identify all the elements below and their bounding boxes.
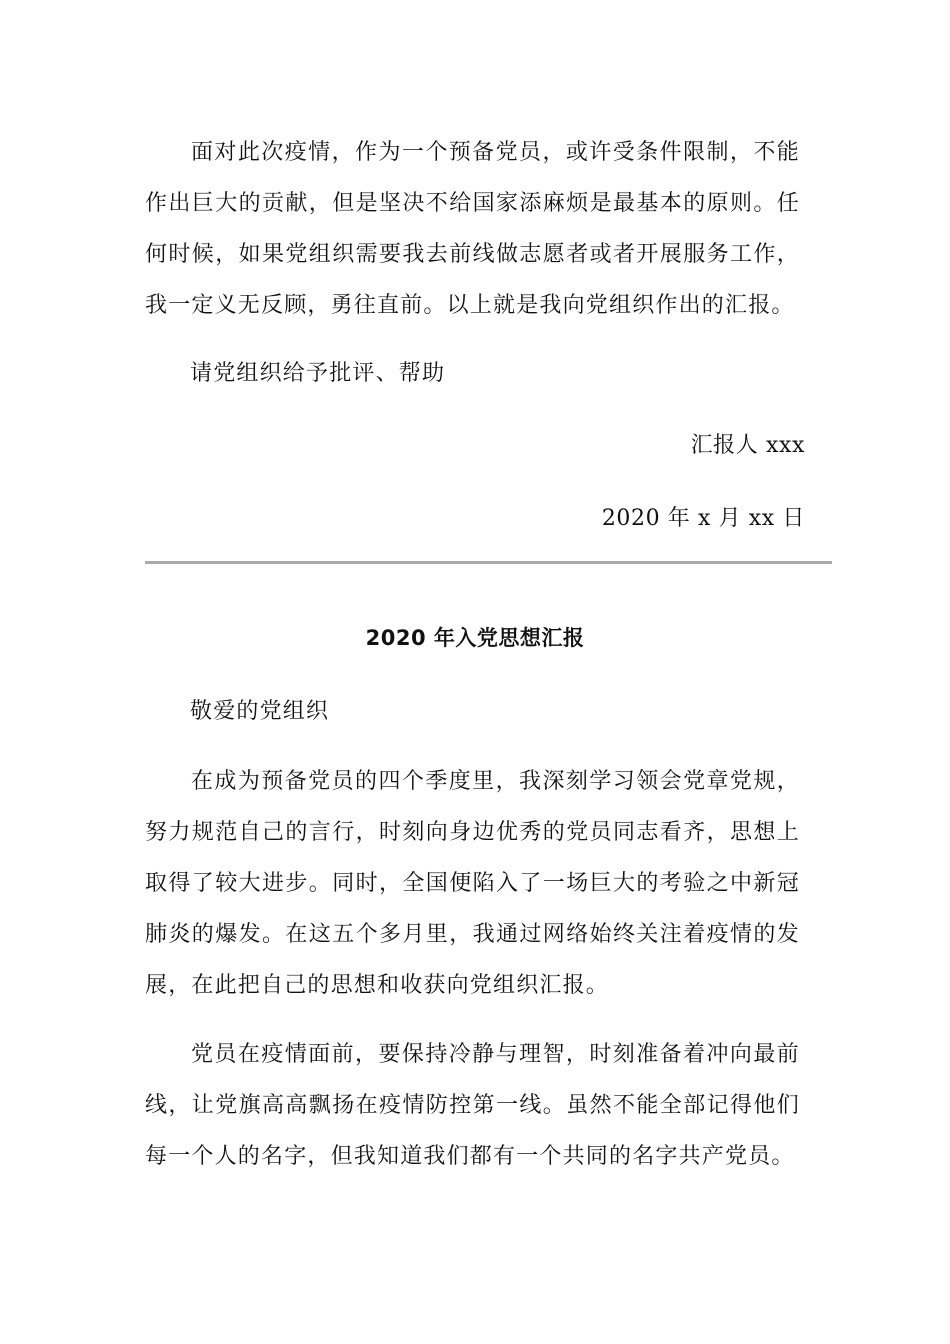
page-title: 2020 年入党思想汇报 bbox=[365, 626, 585, 650]
section1-signature: 汇报人 xxx bbox=[690, 433, 805, 458]
section2-paragraph-2: 党员在疫情面前，要保持冷静与理智，时刻准备着冲向最前线，让党旗高高飘扬在疫情防控第一线。虽然不能全部记得他们每一个人的名字，但我知道我们都有一个共同的名字共产党员。 bbox=[145, 1042, 800, 1169]
section2-paragraph-1: 在成为预备党员的四个季度里，我深刻学习领会党章党规，努力规范自己的言行，时刻向身边优秀的党员同志看齐，思想上取得了较大进步。同时，全国便陷入了一场巨大的考验之中新冠肺炎的爆发。在这五个多月里，我通过网络始终关注着疫情的发展，在此把自己的思想和收获向党组织汇报。 bbox=[145, 769, 800, 998]
section2-salutation: 敬爱的党组织 bbox=[190, 699, 330, 724]
section1-closing: 请党组织给予批评、帮助 bbox=[190, 361, 446, 386]
section1-date: 2020 年 x 月 xx 日 bbox=[601, 506, 805, 531]
section-divider bbox=[145, 561, 832, 564]
section1-paragraph: 面对此次疫情，作为一个预备党员，或许受条件限制，不能作出巨大的贡献，但是坚决不给国家添麻烦是最基本的原则。任何时候，如果党组织需要我去前线做志愿者或者开展服务工作，我一定义无反顾，勇往直前。以上就是我向党组织作出的汇报。 bbox=[145, 140, 800, 318]
